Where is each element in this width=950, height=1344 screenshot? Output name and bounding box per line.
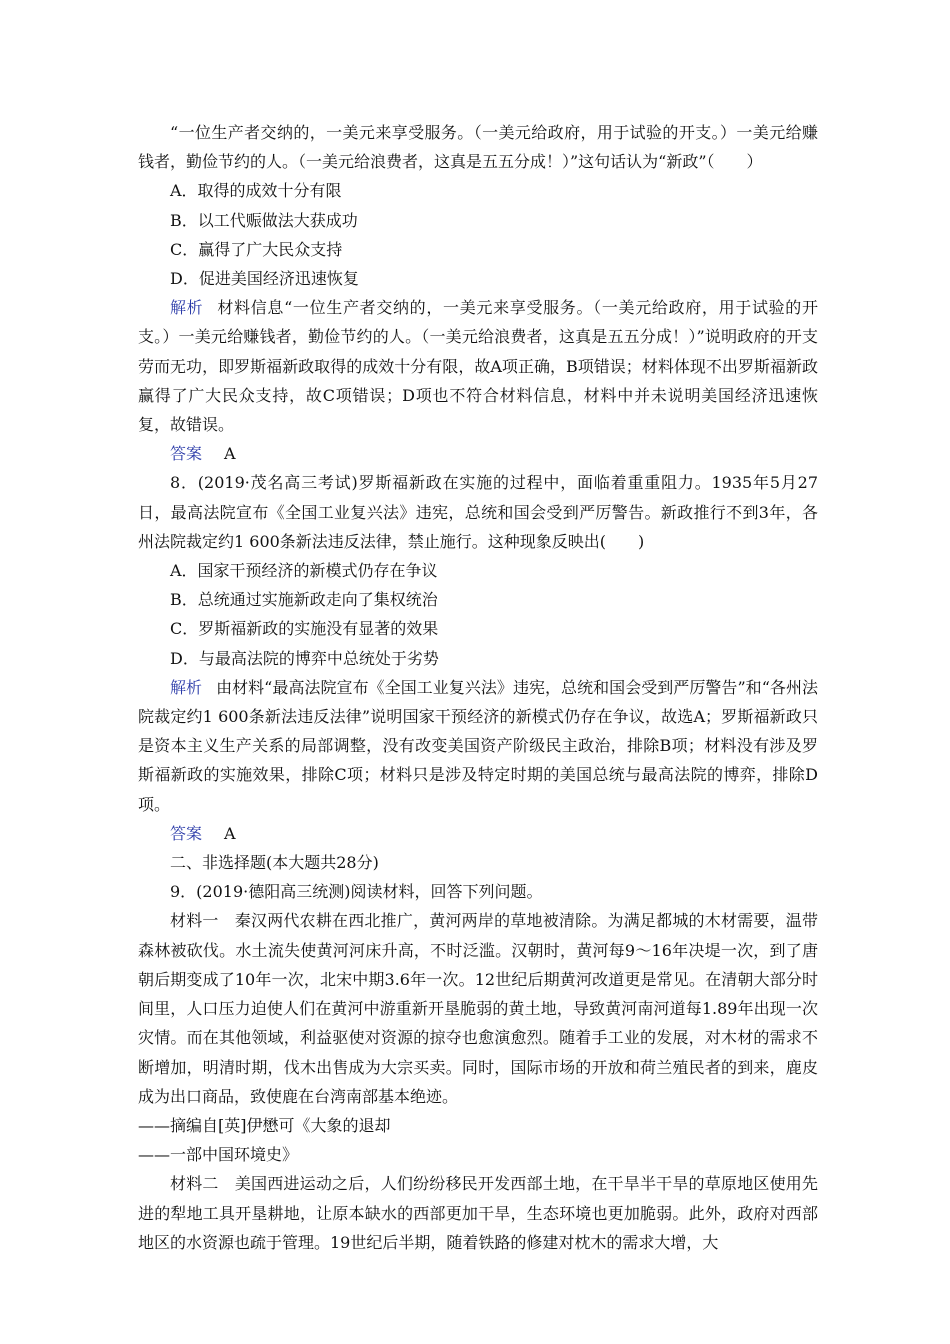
- q7-analysis-label: 解析: [170, 298, 204, 318]
- q7-option-a: A．取得的成效十分有限: [170, 181, 342, 201]
- section-heading: 二、非选择题(本大题共28分): [170, 853, 379, 873]
- q7-answer-label: 答案: [170, 444, 203, 464]
- q9-source-line-2: ——一部中国环境史》: [138, 1145, 299, 1165]
- q7-answer-value: A: [224, 444, 236, 464]
- q7-option-b: B．以工代赈做法大获成功: [170, 210, 358, 230]
- q7-answer-line: [138, 439, 818, 468]
- q8-answer-value: A: [224, 823, 236, 843]
- q8-answer-line: [138, 819, 818, 848]
- q8-option-a: A．国家干预经济的新模式仍存在争议: [170, 561, 438, 581]
- q8-analysis-paragraph: [138, 673, 818, 819]
- q7-stem: “一位生产者交纳的，一美元来享受服务。（一美元给政府，用于试验的开支。）一美元给赚钱者，勤俭节约的人。（一美元给浪费者，这真是五五分成！）”这句话认为“新政”（ ）: [138, 123, 818, 172]
- q8-option-b: B．总统通过实施新政走向了集权统治: [170, 590, 438, 610]
- q7-analysis-text: 材料信息“一位生产者交纳的，一美元来享受服务。（一美元给政府，用于试验的开支。）一美元给赚钱者，勤俭节约的人。（一美元给浪费者，这真是五五分成！）”说明政府的开支劳而无功，即罗斯福新政取得的成效十分有限，故A项正确，B项错误；材料体现不出罗斯福新政赢得了广大民众支持，故C项错误；D项也不符合材料信息，材料中并未说明美国经济迅速恢复，故错误。: [138, 298, 818, 435]
- q9-source-line-1: ——摘编自[英]伊懋可《大象的退却: [138, 1115, 391, 1135]
- q7-option-c: C．赢得了广大民众支持: [170, 239, 343, 259]
- document-page: [138, 118, 818, 1257]
- q7-option-d: D．促进美国经济迅速恢复: [170, 269, 359, 289]
- q8-stem: 8．(2019·茂名高三考试)罗斯福新政在实施的过程中，面临着重重阻力。1935年5月27日，最高法院宣布《全国工业复兴法》违宪，总统和国会受到严厉警告。新政推行不到3年，各州法院裁定约1 600条新法违反法律，禁止施行。这种现象反映出( ): [138, 473, 818, 551]
- q9-material-one: 材料一 秦汉两代农耕在西北推广，黄河两岸的草地被清除。为满足都城的木材需要，温带森林被砍伐。水土流失使黄河河床升高，不时泛滥。汉朝时，黄河每9～16年决堤一次，到了唐朝后期变成了10年一次，北宋中期3.6年一次。12世纪后期黄河改道更是常见。在清朝大部分时间里，人口压力迫使人们在黄河中游重新开垦脆弱的黄土地，导致黄河南河道每1.89年出现一次灾情。而在其他领域，利益驱使对资源的掠夺也愈演愈烈。随着手工业的发展，对木材的需求不断增加，明清时期，伐木出售成为大宗买卖。同时，国际市场的开放和荷兰殖民者的到来，鹿皮成为出口商品，致使鹿在台湾南部基本绝迹。: [138, 911, 818, 1106]
- q8-option-d: D．与最高法院的博弈中总统处于劣势: [170, 648, 439, 668]
- q7-analysis-paragraph: [138, 293, 818, 439]
- q8-analysis-label: 解析: [170, 677, 203, 697]
- q8-option-c: C．罗斯福新政的实施没有显著的效果: [170, 619, 439, 639]
- q8-analysis-text: 由材料“最高法院宣布《全国工业复兴法》违宪，总统和国会受到严厉警告”和“各州法院裁定约1 600条新法违反法律”说明国家干预经济的新模式仍存在争议，故选A；罗斯福新政只是资本主义生产关系的局部调整，没有改变美国资产阶级民主政治，排除B项；材料没有涉及罗斯福新政的实施效果，排除C项；材料只是涉及特定时期的美国总统与最高法院的博弈，排除D项。: [138, 677, 818, 814]
- q9-stem: 9．(2019·德阳高三统测)阅读材料，回答下列问题。: [170, 882, 543, 902]
- q8-answer-label: 答案: [170, 823, 203, 843]
- q9-material-two: 材料二 美国西进运动之后，人们纷纷移民开发西部土地，在干旱半干旱的草原地区使用先进的犁地工具开垦耕地，让原本缺水的西部更加干旱，生态环境也更加脆弱。此外，政府对西部地区的水资源也疏于管理。19世纪后半期，随着铁路的修建对枕木的需求大增，大: [138, 1174, 818, 1252]
